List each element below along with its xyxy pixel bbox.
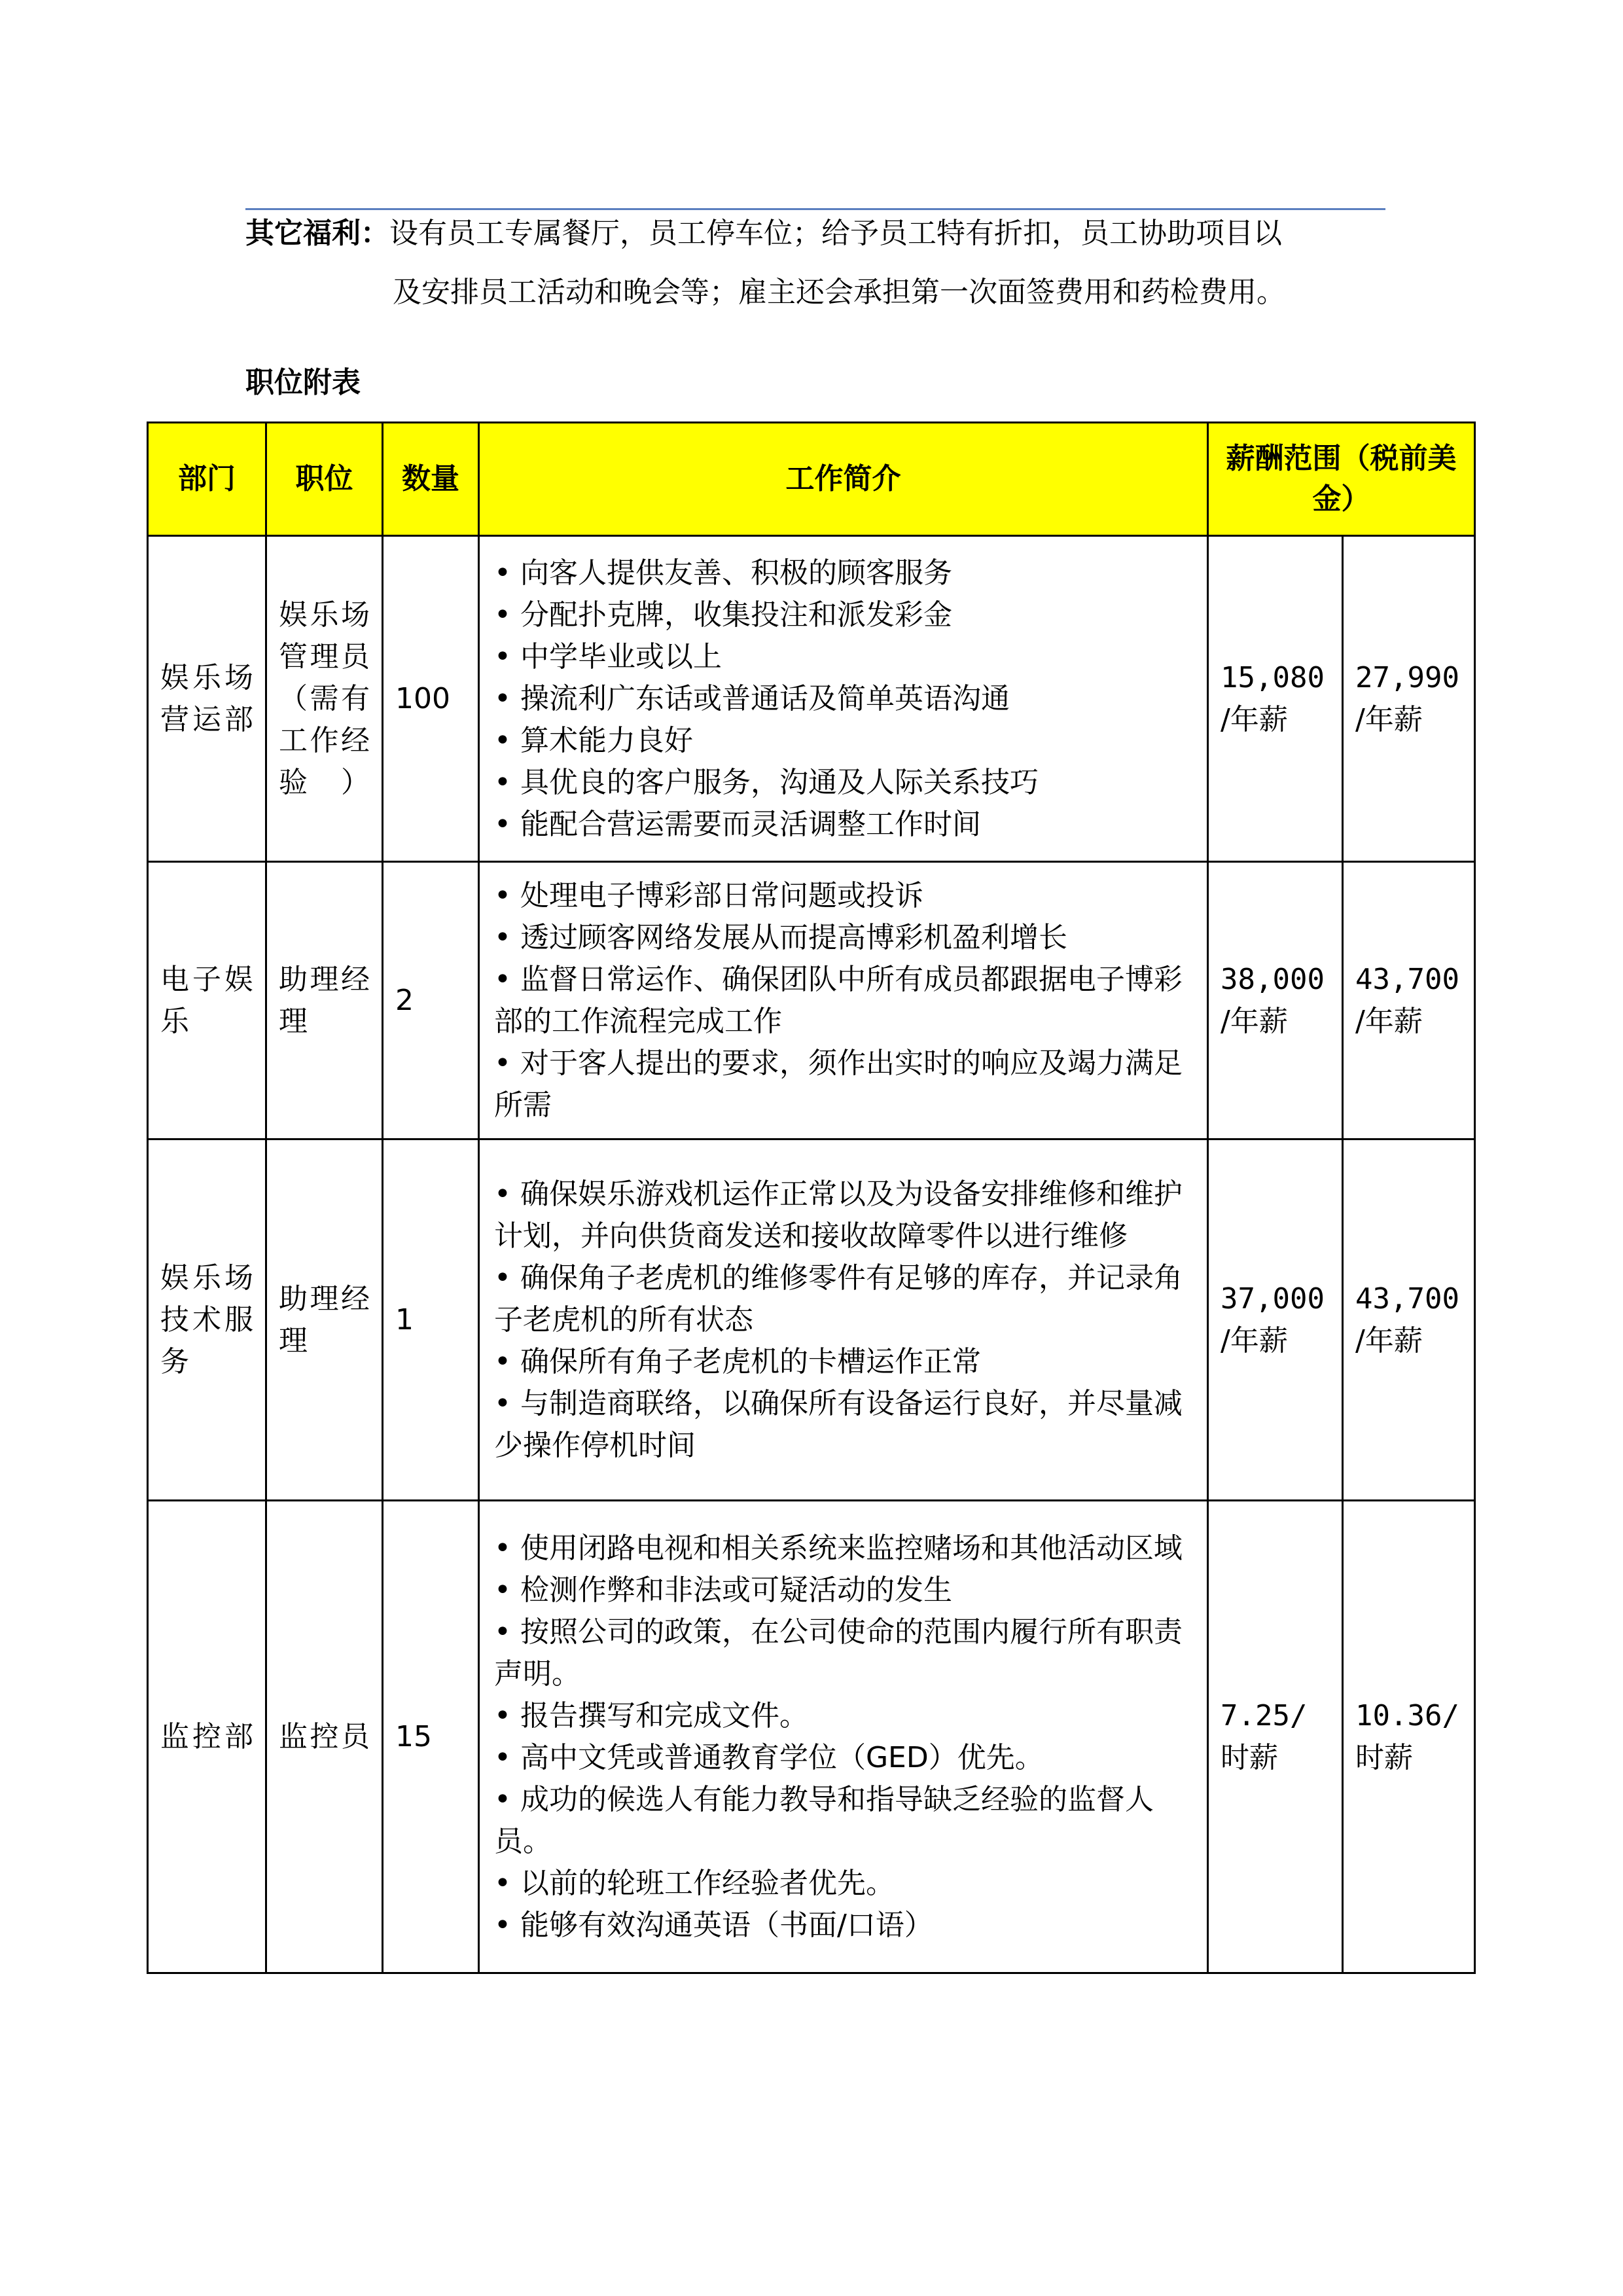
dept-cell: 电子娱乐 [148,862,266,1139]
table-caption: 职位附表 [245,366,361,399]
position-cell: 助理经理 [266,862,383,1139]
desc-item: • 确保娱乐游戏机运作正常以及为设备安排维修和维护计划，并向供货商发送和接收故障零件以进行维修 [494,1177,1183,1253]
salary-min-cell [1208,1501,1343,1973]
salary-min-value: 38,000 [1221,962,1325,996]
desc-item: • 报告撰写和完成文件。 [494,1698,808,1732]
salary-max-cell [1343,536,1475,862]
desc-item: • 对于客人提出的要求，须作出实时的响应及竭力满足所需 [494,1046,1183,1122]
salary-max-cell [1343,862,1475,1139]
salary-max-value: 43,700 [1355,1282,1459,1316]
salary-max-value: 43,700 [1355,962,1459,996]
position-cell: 助理经理 [266,1139,383,1501]
desc-item: • 处理电子博彩部日常问题或投诉 [494,878,923,912]
table-row [148,1139,1475,1501]
desc-item: • 成功的候选人有能力教导和指导缺乏经验的监督人员。 [494,1782,1154,1858]
salary-max-cell [1343,1139,1475,1501]
desc-item: • 分配扑克牌，收集投注和派发彩金 [494,598,952,632]
benefits-label: 其它福利： [245,217,389,250]
desc-item: • 确保角子老虎机的维修零件有足够的库存，并记录角子老虎机的所有状态 [494,1261,1183,1336]
dept-cell: 娱乐场营运部 [148,536,266,862]
salary-unit: 时薪 [1221,1740,1278,1774]
salary-unit: /年薪 [1221,702,1288,736]
table-row [148,536,1475,862]
desc-item: • 使用闭路电视和相关系统来监控赌场和其他活动区域 [494,1531,1183,1565]
desc-item: • 监督日常运作、确保团队中所有成员都跟据电子博彩部的工作流程完成工作 [494,962,1183,1038]
benefits-line-1 [245,217,1282,250]
salary-max-value: 27,990 [1355,660,1459,694]
desc-cell [479,1139,1208,1501]
salary-max-cell [1343,1501,1475,1973]
desc-item: • 透过顾客网络发展从而提高博彩机盈利增长 [494,920,1067,954]
desc-item: • 向客人提供友善、积极的顾客服务 [494,556,952,590]
desc-cell [479,1501,1208,1973]
salary-min-value: 37,000 [1221,1282,1325,1316]
table-row [148,1501,1475,1973]
qty-cell: 1 [383,1139,479,1501]
salary-min-cell [1208,536,1343,862]
qty-cell: 15 [383,1501,479,1973]
qty-cell: 100 [383,536,479,862]
salary-unit: /年薪 [1221,1004,1288,1038]
dept-cell: 监控部 [148,1501,266,1973]
benefits-line-2: 及安排员工活动和晚会等；雇主还会承担第一次面签费用和药检费用。 [393,276,1285,309]
positions-table [147,422,1476,1974]
qty-cell: 2 [383,862,479,1139]
benefits-text-1: 设有员工专属餐厅，员工停车位；给予员工特有折扣，员工协助项目以 [389,217,1282,250]
desc-item: • 以前的轮班工作经验者优先。 [494,1866,895,1900]
salary-min-value: 7.25/ [1221,1698,1308,1732]
dept-cell: 娱乐场技术服务 [148,1139,266,1501]
header-desc: 工作简介 [479,423,1208,536]
salary-min-cell [1208,1139,1343,1501]
position-cell: 监控员 [266,1501,383,1973]
desc-item: • 操流利广东话或普通话及简单英语沟通 [494,681,1010,715]
desc-item: • 检测作弊和非法或可疑活动的发生 [494,1573,952,1607]
salary-max-value: 10.36/ [1355,1698,1459,1732]
header-position: 职位 [266,423,383,536]
salary-unit: /年薪 [1355,702,1423,736]
position-cell: 娱乐场管理员（需有工作经验） [266,536,383,862]
header-salary: 薪酬范围（税前美金） [1208,423,1475,536]
desc-item: • 能够有效沟通英语（书面/口语） [494,1908,933,1942]
desc-item: • 能配合营运需要而灵活调整工作时间 [494,807,981,841]
salary-unit: /年薪 [1355,1004,1423,1038]
desc-item: • 与制造商联络，以确保所有设备运行良好，并尽量减少操作停机时间 [494,1386,1183,1462]
header-rule [245,208,1385,210]
header-dept: 部门 [148,423,266,536]
salary-unit: /年薪 [1355,1323,1423,1357]
table-header-row [148,423,1475,536]
table-row [148,862,1475,1139]
salary-min-cell [1208,862,1343,1139]
header-qty: 数量 [383,423,479,536]
desc-item: • 高中文凭或普通教育学位（GED）优先。 [494,1740,1044,1774]
desc-item: • 算术能力良好 [494,723,693,757]
salary-min-value: 15,080 [1221,660,1325,694]
desc-item: • 具优良的客户服务，沟通及人际关系技巧 [494,765,1039,799]
salary-unit: 时薪 [1355,1740,1413,1774]
desc-cell [479,862,1208,1139]
desc-item: • 中学毕业或以上 [494,639,722,673]
salary-unit: /年薪 [1221,1323,1288,1357]
desc-item: • 确保所有角子老虎机的卡槽运作正常 [494,1344,981,1378]
desc-cell [479,536,1208,862]
desc-item: • 按照公司的政策，在公司使命的范围内履行所有职责声明。 [494,1615,1183,1691]
